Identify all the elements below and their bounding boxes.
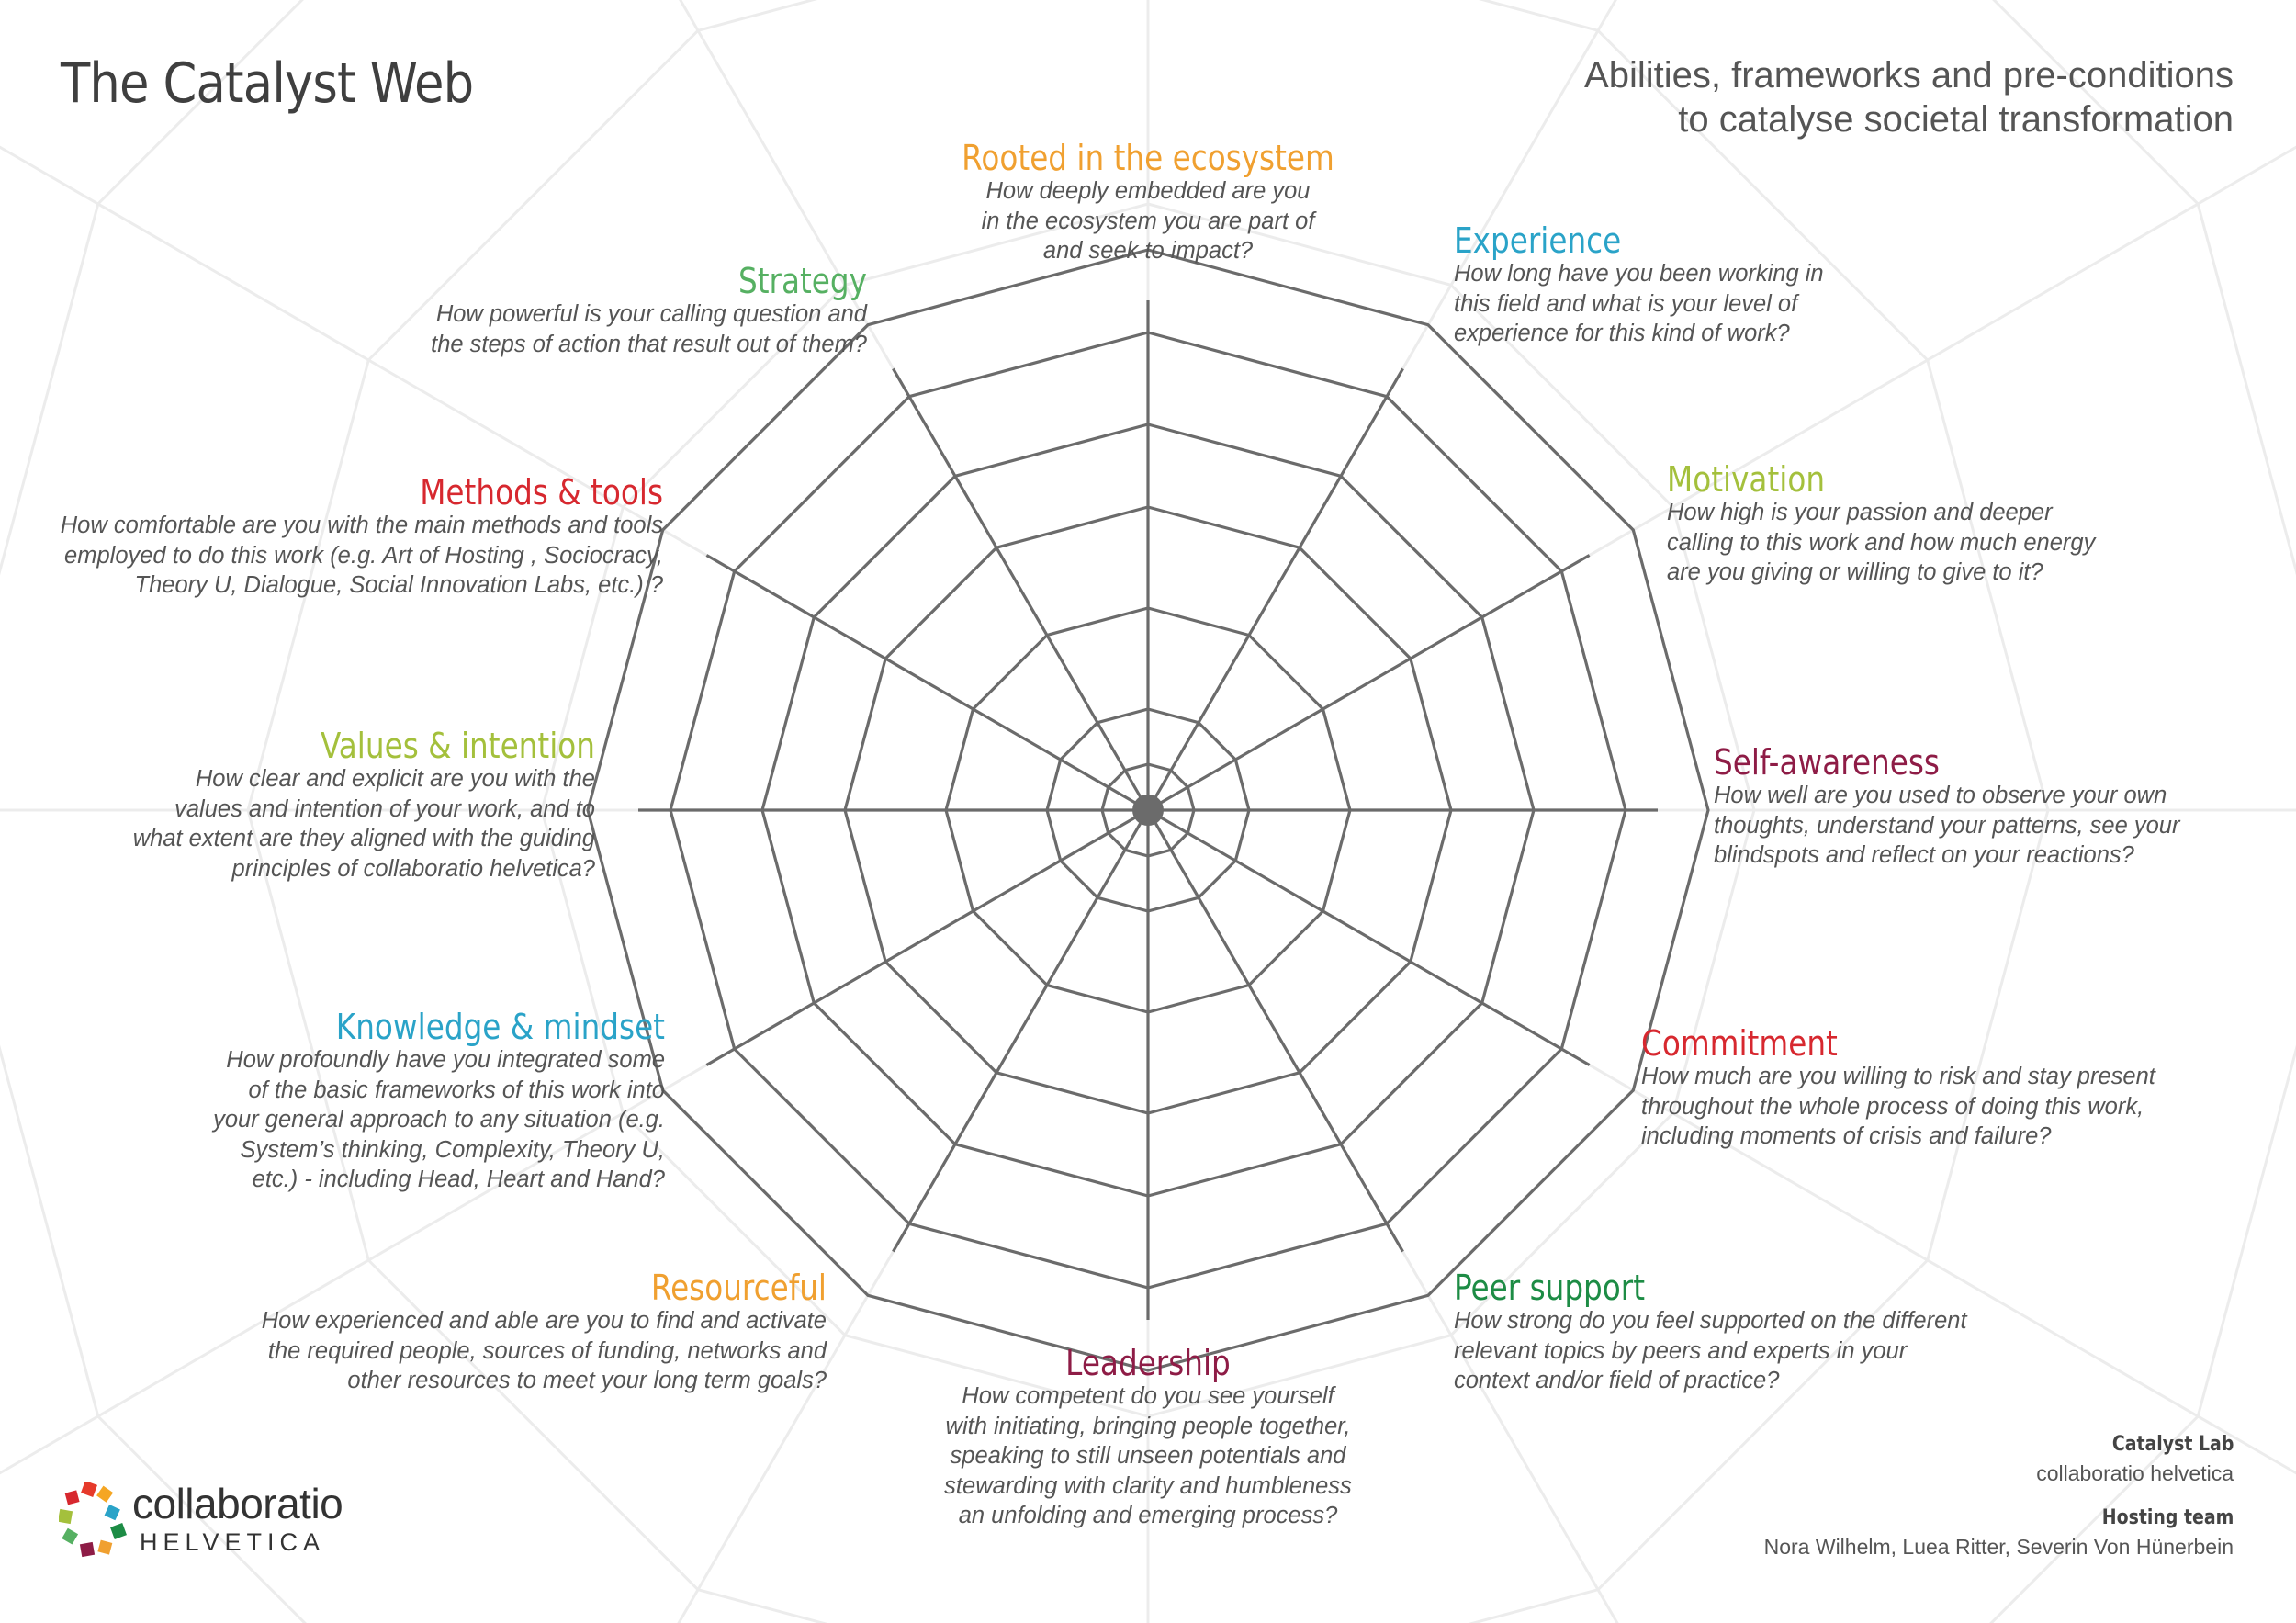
category-description: How powerful is your calling question and the steps of action that result out of them? xyxy=(431,301,867,357)
subtitle-line-2: to catalyse societal transformation xyxy=(1678,99,2234,140)
category-title: Peer support xyxy=(1454,1268,1646,1308)
category-strategy xyxy=(206,261,867,359)
category-title: Self-awareness xyxy=(1714,742,1940,783)
credits-team-members: Nora Wilhelm, Luea Ritter, Severin Von Hünerbein xyxy=(1763,1535,2234,1559)
category-title: Leadership xyxy=(1065,1343,1231,1383)
category-motivation xyxy=(1667,459,2296,588)
category-title: Strategy xyxy=(737,261,867,301)
category-description: How competent do you see yourself with initiating, bringing people together, speaking to still unseen potentials and stewarding with clarity and humbleness an unfolding and emerging process? xyxy=(944,1383,1352,1528)
category-title: Methods & tools xyxy=(420,472,663,513)
credits-team-heading: Hosting team xyxy=(2101,1506,2234,1529)
credits-lab-heading: Catalyst Lab xyxy=(2111,1433,2234,1456)
category-title: Commitment xyxy=(1641,1023,1838,1064)
category-description: How deeply embedded are you in the ecosystem you are part of and seek to impact? xyxy=(981,178,1315,264)
credits xyxy=(1764,1431,2234,1561)
subtitle-line-1: Abilities, frameworks and pre-conditions xyxy=(1584,55,2234,96)
category-experience xyxy=(1454,220,2115,349)
collaboratio-helvetica-logo xyxy=(59,1479,389,1561)
category-description: How long have you been working in this field and what is your level of experience for this kind of work? xyxy=(1454,261,1824,346)
category-commitment xyxy=(1641,1023,2296,1152)
logo-mark-icon xyxy=(59,1482,132,1560)
credits-lab-name: collaboratio helvetica xyxy=(2036,1461,2234,1485)
page-subtitle xyxy=(1584,53,2234,141)
category-title: Values & intention xyxy=(320,726,595,766)
category-description: How experienced and able are you to find and activate the required people, sources of funding, networks and other resources to meet your long term goals? xyxy=(261,1308,827,1393)
category-description: How high is your passion and deeper calling to this work and how much energy are you giving or willing to give to it? xyxy=(1667,500,2096,585)
category-self-awareness xyxy=(1714,742,2296,871)
category-peer-support xyxy=(1454,1268,2115,1396)
category-title: Knowledge & mindset xyxy=(335,1007,665,1047)
category-description: How well are you used to observe your own thoughts, understand your patterns, see your blindspots and reflect on your reactions? xyxy=(1714,783,2180,868)
category-title: Experience xyxy=(1454,220,1622,261)
category-knowledge-mindset xyxy=(4,1007,665,1195)
category-values-intention xyxy=(0,726,595,884)
category-title: Rooted in the ecosystem xyxy=(962,138,1334,178)
category-title: Motivation xyxy=(1667,459,1826,500)
category-title: Resourceful xyxy=(650,1268,827,1308)
logo-subwordmark: HELVETICA xyxy=(140,1528,326,1556)
category-description: How profoundly have you integrated some of the basic frameworks of this work into your general approach to any situation (e.g. System’s thinking, Complexity, Theory U, etc.) - including Head, Heart and Hand? xyxy=(213,1047,665,1192)
category-description: How strong do you feel supported on the different relevant topics by peers and experts in your context and/or field of practice? xyxy=(1454,1308,1967,1393)
logo-wordmark: collaboratio xyxy=(132,1480,343,1527)
category-resourceful xyxy=(165,1268,827,1396)
category-description: How much are you willing to risk and stay present throughout the whole process of doing this work, including moments of crisis and failure? xyxy=(1641,1064,2155,1149)
category-description: How comfortable are you with the main methods and tools employed to do this work (e.g. Art of Hosting , Sociocracy, Theory U, Dialogue, Social Innovation Labs, etc.) ? xyxy=(60,513,663,598)
web-center-dot xyxy=(1132,795,1164,826)
category-description: How clear and explicit are you with the values and intention of your work, and to what extent are they aligned with the guiding principles of collaboratio helvetica? xyxy=(132,766,595,882)
page-title: The Catalyst Web xyxy=(61,51,474,116)
category-rooted xyxy=(817,138,1479,266)
category-leadership xyxy=(817,1343,1479,1531)
category-methods-tools xyxy=(2,472,663,601)
